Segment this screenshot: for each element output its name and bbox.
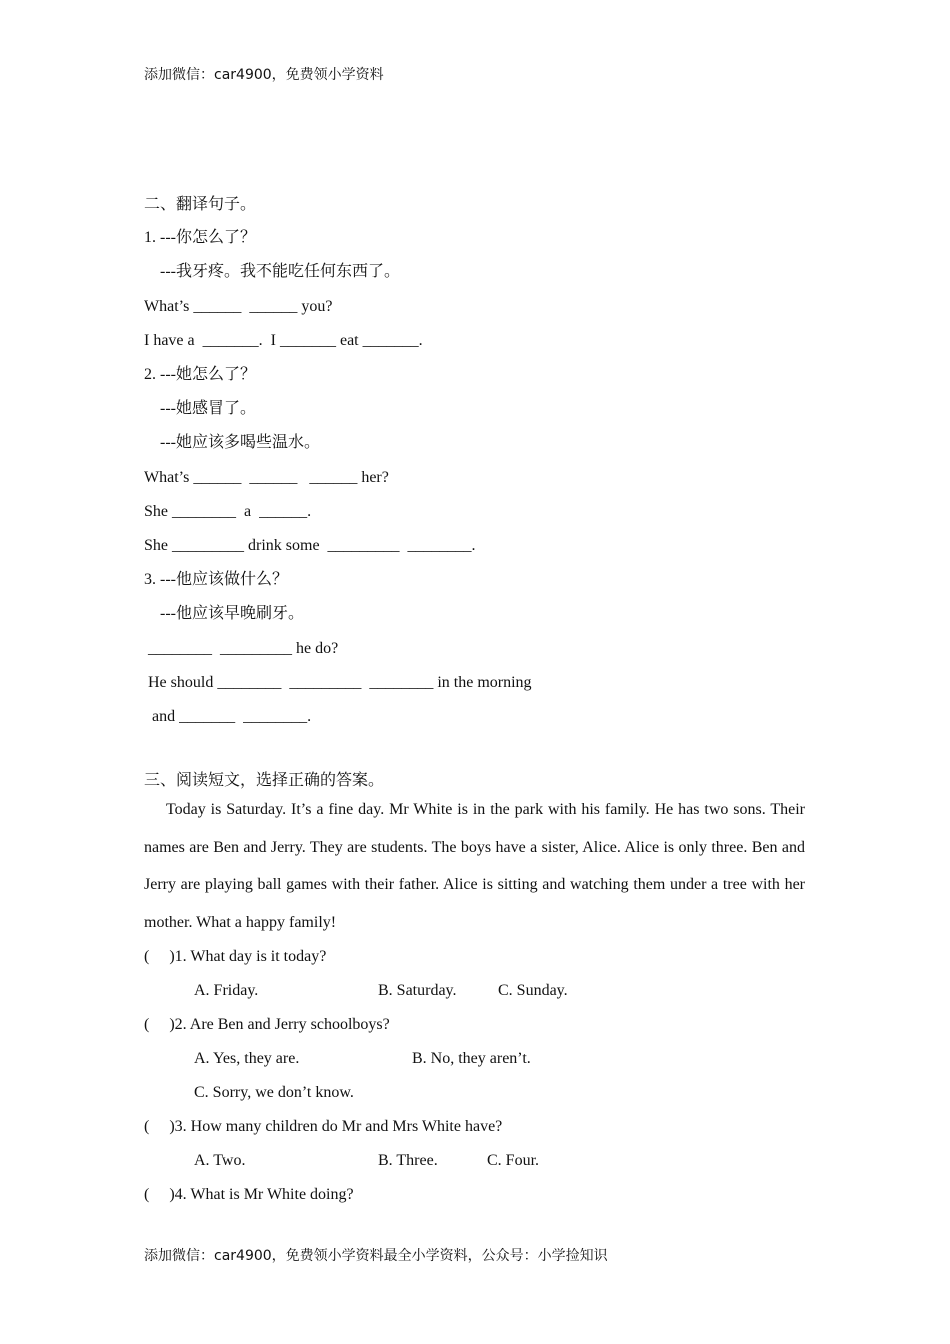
option: A. Two.	[194, 1152, 246, 1169]
option: A. Yes, they are.	[194, 1050, 300, 1067]
section2-line: ________ _________ he do?	[144, 640, 339, 657]
option: B. Three.	[378, 1152, 438, 1169]
section2-line: ---他应该早晚刷牙。	[144, 605, 304, 622]
section2-title: 二、翻译句子。	[144, 196, 257, 213]
option: C. Sorry, we don’t know.	[194, 1084, 354, 1101]
section2-line: 3. ---他应该做什么？	[144, 571, 288, 588]
footer-text: 添加微信：car4900，免费领小学资料最全小学资料，公众号：小学捡知识	[144, 1248, 608, 1264]
question: ( )2. Are Ben and Jerry schoolboys?	[144, 1016, 390, 1033]
option: C. Four.	[487, 1152, 540, 1169]
section2-line: 2. ---她怎么了？	[144, 366, 256, 383]
option: B. No, they aren’t.	[412, 1050, 531, 1067]
section2-line: and _______ ________.	[144, 708, 312, 725]
question: ( )1. What day is it today?	[144, 948, 327, 965]
header-text: 添加微信：car4900，免费领小学资料	[144, 67, 384, 83]
section2-line: She ________ a ______.	[144, 503, 312, 520]
reading-passage: Today is Saturday. It’s a fine day. Mr White is in the park with his family. He has two sons. Their names are Ben and Jerry. They are students. The boys have a sister, Alice. Alice is only three. Ben and Jerry are playing ball games with their father. Alice is sitting and watching them under a tree with her mother. What a happy family!	[144, 801, 805, 931]
section2-line: ---她应该多喝些温水。	[144, 434, 320, 451]
section2-line: 1. ---你怎么了？	[144, 229, 256, 246]
option: B. Saturday.	[378, 982, 457, 999]
section2-line: What’s ______ ______ you?	[144, 298, 333, 315]
section2-line: ---我牙疼。我不能吃任何东西了。	[144, 263, 400, 280]
question: ( )3. How many children do Mr and Mrs White have?	[144, 1118, 503, 1135]
section3-title: 三、阅读短文，选择正确的答案。	[144, 772, 385, 789]
section2-line: I have a _______. I _______ eat _______.	[144, 332, 423, 349]
question: ( )4. What is Mr White doing?	[144, 1186, 354, 1203]
section2-line: ---她感冒了。	[144, 400, 256, 417]
option: A. Friday.	[194, 982, 259, 999]
option: C. Sunday.	[498, 982, 568, 999]
section2-line: He should ________ _________ ________ in the morning	[144, 674, 532, 691]
section2-line: What’s ______ ______ ______ her?	[144, 469, 389, 486]
section2-line: She _________ drink some _________ ________.	[144, 537, 476, 554]
